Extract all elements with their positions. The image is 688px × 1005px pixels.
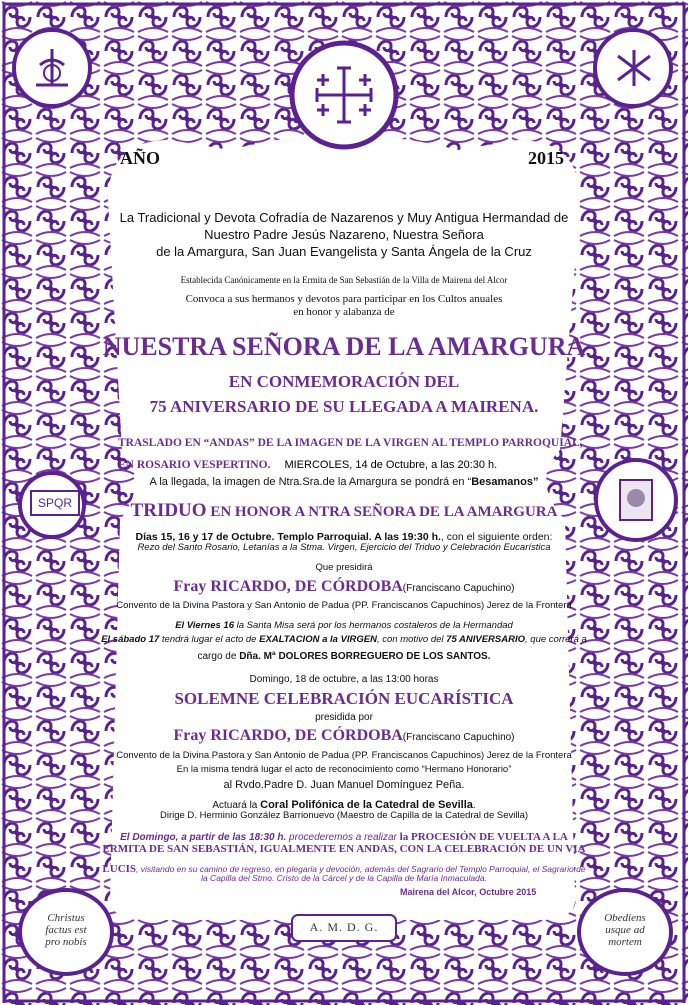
sunday-date: Domingo, 18 de octubre, a las 13:00 horas — [249, 674, 439, 685]
sunday-honorario: En la misma tendrá lugar el acto de reconocimiento como “Hermano Honorario” — [176, 764, 512, 775]
triduo-cargo: cargo de Dña. Mª DOLORES BORREGUERO DE LOS SANTOS. — [197, 651, 491, 662]
main-subtitle-2: 75 ANIVERSARIO DE SU LLEGADA A MAIRENA. — [149, 397, 539, 416]
traslado-line-1: TRASLADO EN “ANDAS” DE LA IMAGEN DE LA VIRGEN AL TEMPLO PARROQUIAL, — [118, 437, 583, 449]
triduo-presidira: Que presidirá — [315, 562, 373, 573]
jerusalem-cross-icon — [309, 60, 379, 130]
procesion-line-2: ERMITA DE SAN SEBASTIÁN, IGUALMENTE EN ANDAS, CON LA CELEBRACIÓN DE UN VIA — [102, 843, 586, 855]
triduo-saturday: El sábado 17 tendrá lugar el acto de EXALTACION a la VIRGEN, con motivo del 75 ANIVERSARIO, que correrá a — [101, 634, 587, 645]
established-line: Establecida Canónicamente en la Ermita de San Sebastián de la Villa de Mairena del Alcor — [180, 275, 508, 285]
traslado-line-2: EN ROSARIO VESPERTINO. MIERCOLES, 14 de Octubre, a las 20:30 h. — [118, 459, 498, 471]
right-motto: Obediens usque ad mortem — [604, 912, 646, 948]
main-subtitle-1: EN CONMEMORACIÓN DEL — [228, 372, 460, 391]
main-title: NUESTRA SEÑORA DE LA AMARGURA — [102, 332, 586, 361]
convoca-line-2: en honor y alabanza de — [293, 306, 395, 318]
intro-line-2: Nuestro Padre Jesús Nazareno, Nuestra Señora — [204, 227, 484, 242]
convoca-line-1: Convoca a sus hermanos y devotos para participar en los Cultos anuales — [185, 293, 503, 305]
sunday-preacher: Fray RICARDO, DE CÓRDOBA(Franciscano Capuchino) — [173, 727, 515, 744]
triduo-preacher: Fray RICARDO, DE CÓRDOBA(Franciscano Capuchino) — [173, 578, 515, 595]
sunday-title: SOLEMNE CELEBRACIÓN EUCARÍSTICA — [174, 689, 514, 708]
sunday-dirige: Dirige D. Herminio González Barrionuevo (Maestro de Capilla de la Catedral de Sevilla) — [159, 810, 529, 821]
triduo-title: TRIDUO EN HONOR A NTRA SEÑORA DE LA AMARGURA — [130, 500, 558, 521]
triduo-order: Rezo del Santo Rosario, Letanías a la Stma. Virgen, Ejercicio del Triduo y Celebración Eucarística — [137, 542, 551, 553]
nails-icon — [612, 46, 656, 90]
procesion-line-1: El Domingo, a partir de las 18:30 h. procederemos a realizar la PROCESIÓN DE VUELTA A LA — [120, 831, 568, 843]
year-value: 2015 — [528, 148, 564, 168]
signature-line: Mairena del Alcor, Octubre 2015 — [400, 887, 537, 897]
sunday-convent: Convento de la Divina Pastora y San Antonio de Padua (PP. Franciscanos Capuchinos) Jerez de la Frontera — [116, 750, 572, 761]
year-label: AÑO — [120, 148, 160, 168]
traslado-line-3: A la llegada, la imagen de Ntra.Sra.de la Amargura se pondrá en “Besamanos” — [149, 476, 539, 488]
triduo-friday: El Viernes 16 la Santa Misa será por los hermanos costaleros de la Hermandad — [175, 620, 513, 631]
sunday-actuara: Actuará la Coral Polifónica de la Catedral de Sevilla. — [212, 799, 476, 811]
crown-of-thorns-icon — [30, 45, 74, 91]
amdg-label: A. M. D. G. — [309, 920, 379, 934]
spqr-label: SPQR — [37, 496, 72, 510]
triduo-convent: Convento de la Divina Pastora y San Antonio de Padua (PP. Franciscanos Capuchinos) Jerez de la Frontera — [116, 600, 572, 611]
sunday-rvdo: al Rvdo.Padre D. Juan Manuel Domínguez Peña. — [223, 779, 465, 791]
intro-line-3: de la Amargura, San Juan Evangelista y Santa Ángela de la Cruz — [156, 244, 532, 259]
procesion-line-3: LUCIS, visitando en su camino de regreso, en plegaria y devoción, además del Sagrario del Templo Parroquial, el Sagrario de — [102, 863, 586, 875]
procesion-line-4: la Capilla del Stmo. Cristo de la Cárcel y de la Capilla de María Inmaculada. — [201, 873, 487, 883]
sunday-presidida: presidida por — [315, 712, 373, 723]
left-motto: Christus factus est pro nobis — [45, 912, 87, 948]
triduo-days: Días 15, 16 y 17 de Octubre. Templo Parroquial. A las 19:30 h., con el siguiente orden: — [135, 531, 553, 543]
intro-line-1: La Tradicional y Devota Cofradía de Nazarenos y Muy Antigua Hermandad de — [119, 210, 569, 225]
